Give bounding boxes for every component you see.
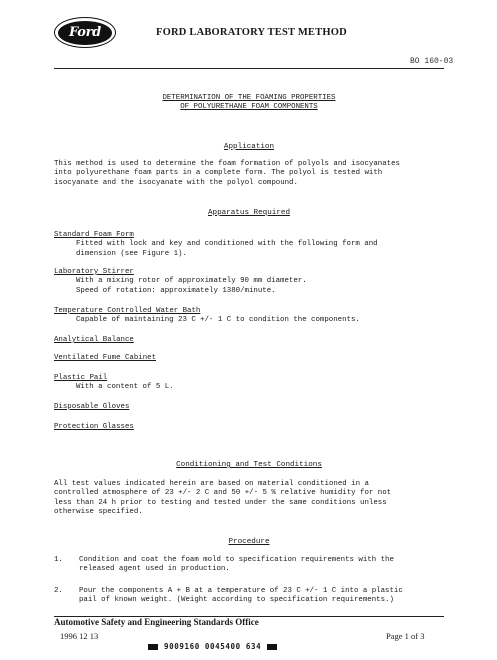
- ford-logo: [54, 17, 116, 48]
- apparatus-item-plastic-pail: [54, 374, 446, 393]
- apparatus-item-line: Fitted with lock and key and conditioned with the following form and: [76, 240, 378, 249]
- conditioning-paragraph: [54, 480, 446, 517]
- barcode-text: 9009160 0045400 634: [164, 642, 262, 651]
- header-title: FORD LABORATORY TEST METHOD: [156, 27, 347, 38]
- procedure-step-number: 2.: [54, 587, 63, 595]
- conditioning-line: All test values indicated herein are based on material conditioned in a: [54, 480, 369, 488]
- apparatus-item-label: Ventilated Fume Cabinet: [54, 354, 157, 362]
- conditioning-line: otherwise specified.: [54, 507, 143, 516]
- apparatus-heading: [54, 209, 444, 218]
- procedure-heading-text: Procedure: [228, 538, 270, 546]
- application-line: This method is used to determine the foam formation of polyols and isocyanates: [54, 160, 400, 168]
- footer-organization: Automotive Safety and Engineering Standards Office: [54, 617, 259, 627]
- application-heading-text: Application: [223, 143, 275, 151]
- apparatus-item-line: With a mixing rotor of approximately 90 mm diameter.: [76, 277, 307, 286]
- apparatus-item-protection-glasses: [54, 423, 446, 432]
- procedure-heading: [54, 538, 444, 547]
- barcode: [148, 642, 277, 651]
- conditioning-heading: [54, 461, 444, 470]
- document-title-line-2: OF POLYURETHANE FOAM COMPONENTS: [180, 103, 318, 112]
- barcode-mark-left: [148, 644, 158, 650]
- apparatus-item-label: Protection Glasses: [54, 423, 134, 431]
- document-number: BO 160-03: [410, 57, 454, 66]
- application-line: into polyurethane foam parts in a complete form. The polyol is tested with: [54, 169, 383, 178]
- apparatus-item-label: Analytical Balance: [54, 336, 134, 344]
- procedure-step-line: pail of known weight. (Weight according to specification requirements.): [79, 596, 394, 605]
- apparatus-item-water-bath: [54, 307, 446, 326]
- procedure-step-number: 1.: [54, 556, 63, 564]
- apparatus-item-standard-foam-form: [54, 231, 446, 259]
- procedure-step: [54, 587, 446, 607]
- apparatus-item-label: Disposable Gloves: [54, 403, 130, 411]
- application-heading: [54, 143, 444, 152]
- procedure-step-body: [79, 556, 444, 575]
- procedure-step-body: [79, 587, 444, 606]
- conditioning-heading-text: Conditioning and Test Conditions: [176, 461, 322, 469]
- apparatus-item-label: Temperature Controlled Water Bath: [54, 307, 201, 315]
- ford-logo-oval: [58, 21, 112, 45]
- footer-date: 1996 12 13: [60, 631, 99, 641]
- barcode-mark-right: [267, 644, 277, 650]
- procedure-step-line: Pour the components A + B at a temperature of 23 C +/- 1 C into a plastic: [79, 587, 403, 595]
- document-title-line-1: DETERMINATION OF THE FOAMING PROPERTIES: [162, 94, 336, 102]
- footer-page-number: Page 1 of 3: [386, 631, 425, 641]
- apparatus-item-label: Plastic Pail: [54, 374, 108, 382]
- ford-logo-text: Ford: [69, 24, 101, 40]
- apparatus-item-label: Standard Foam Form: [54, 231, 134, 239]
- apparatus-item-laboratory-stirrer: [54, 268, 446, 296]
- apparatus-item-analytical-balance: [54, 336, 446, 345]
- application-paragraph: [54, 160, 446, 188]
- apparatus-item-line: Speed of rotation: approximately 1380/minute.: [76, 286, 276, 295]
- conditioning-line: controlled atmosphere of 23 +/- 2 C and 50 +/- 5 % relative humidity for not: [54, 489, 392, 498]
- application-line: isocyanate and the isocyanate with the polyol compound.: [54, 178, 298, 187]
- procedure-step: [54, 556, 446, 576]
- apparatus-item-line: With a content of 5 L.: [76, 383, 174, 392]
- apparatus-item-line: dimension (see Figure 1).: [76, 249, 187, 258]
- procedure-step-line: Condition and coat the foam mold to specification requirements with the: [79, 556, 394, 564]
- apparatus-item-line: Capable of maintaining 23 C +/- 1 C to condition the components.: [76, 316, 360, 325]
- apparatus-item-label: Laboratory Stirrer: [54, 268, 134, 276]
- header-divider: [54, 68, 444, 69]
- apparatus-item-fume-cabinet: [54, 354, 446, 363]
- apparatus-item-disposable-gloves: [54, 403, 446, 412]
- apparatus-heading-text: Apparatus Required: [207, 209, 291, 217]
- document-title: [54, 94, 444, 113]
- procedure-step-line: released agent used in production.: [79, 565, 230, 574]
- conditioning-line: less than 24 h prior to testing and tested under the same conditions unless: [54, 498, 387, 507]
